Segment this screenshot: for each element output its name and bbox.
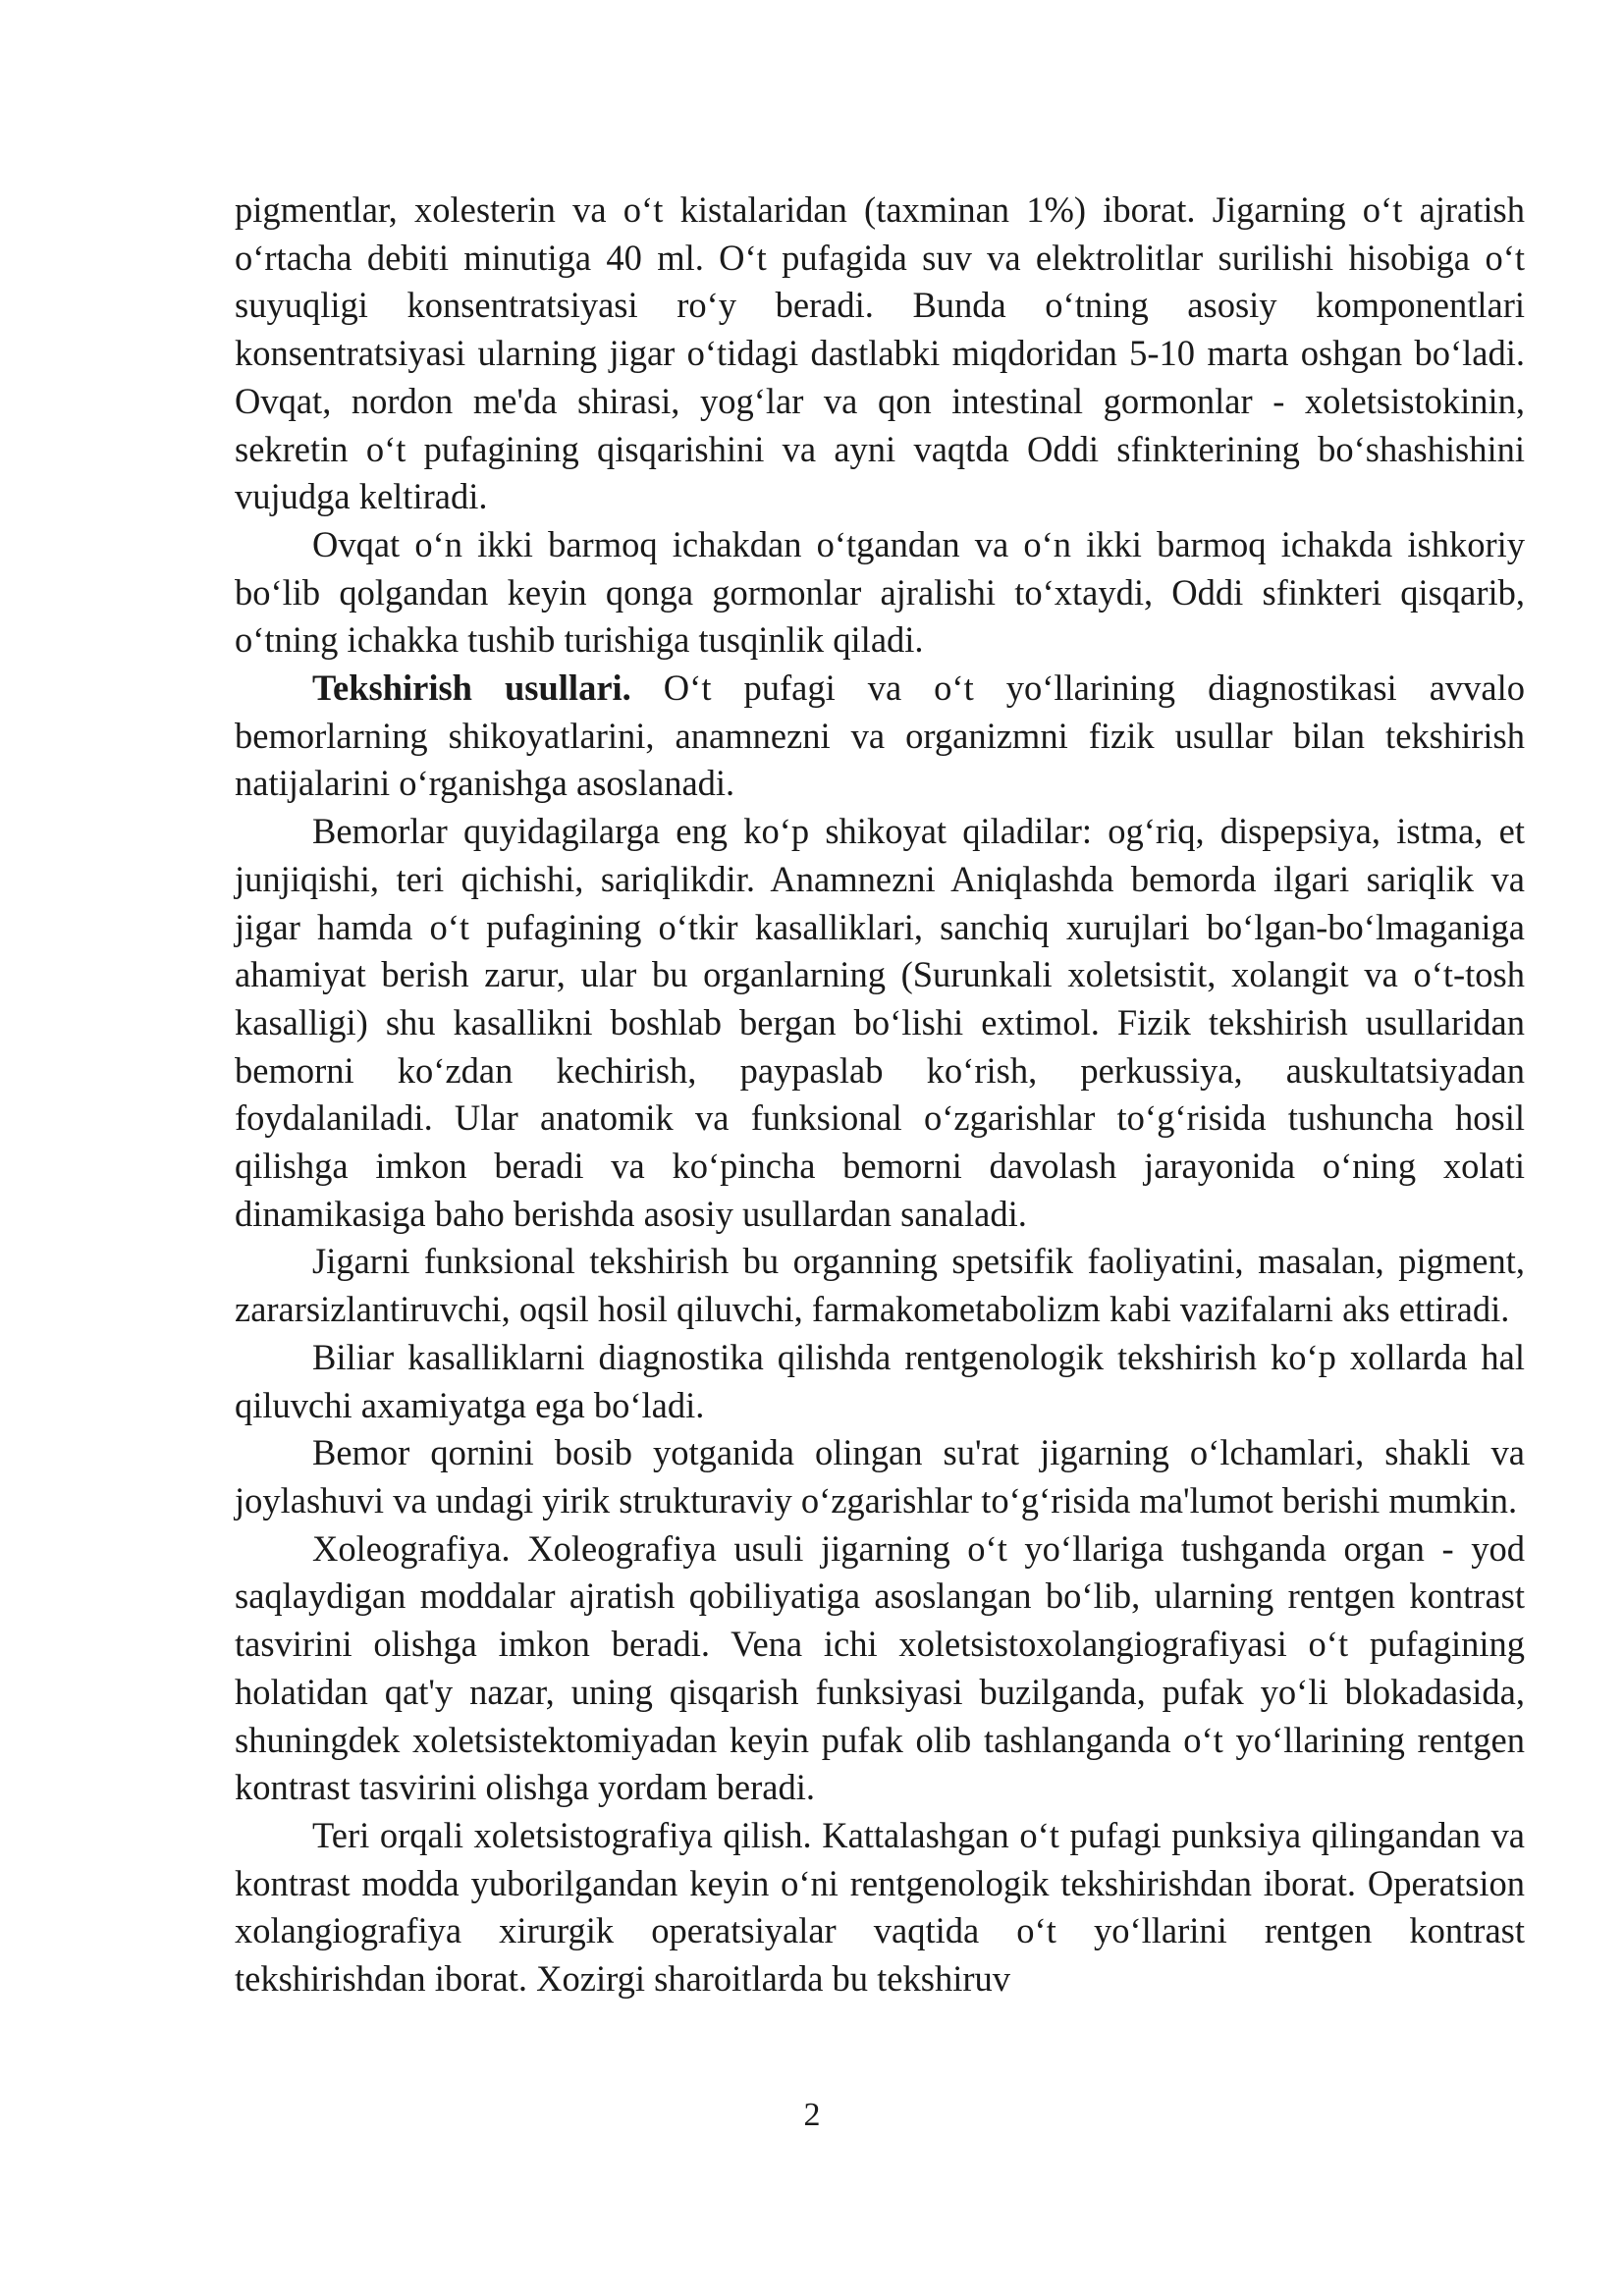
paragraph-patient-complaints [235,808,1525,1238]
paragraph-text: Bemorlar quyidagilarga eng ko‘p shikoyat qiladilar: og‘riq, dispepsiya, istma, et junjiqishi, teri qichishi, sariqlikdir. Anamnezni Aniqlashda bemorda ilgari sariqlik va jigar hamda o‘t pufagining o‘tkir kasalliklari, sanchiq xurujlari bo‘lgan-bo‘lmaganiga ahamiyat berish zarur, ular bu organlarning (Surunkali xoletsistit, xolangit va o‘t-tosh kasalligi) shu kasallikni boshlab bergan bo‘lishi extimol. Fizik tekshirish usullaridan bemorni ko‘zdan kechirish, paypaslab ko‘rish, perkussiya, auskultatsiyadan foydalaniladi. Ular anatomik va funksional o‘zgarishlar to‘g‘risida tushuncha hosil qilishga imkon beradi va ko‘pincha bemorni davolash jarayonida o‘ning xolati dinamikasiga baho berishda asosiy usullardan sanaladi. [235,811,1525,1234]
page-number: 2 [803,2097,821,2133]
paragraph-text: pigmentlar, xolesterin va o‘t kistalaridan (taxminan 1%) iborat. Jigarning o‘t ajratish o‘rtacha debiti minutiga 40 ml. O‘t pufagida suv va elektrolitlar surilishi hisobiga o‘t suyuqligi konsentratsiyasi ro‘y beradi. Bunda o‘tning asosiy komponentlari konsentratsiyasi ularning jigar o‘tidagi dastlabki miqdoridan 5-10 marta oshgan bo‘ladi. Ovqat, nordon me'da shirasi, yog‘lar va qon intestinal gormonlar - xoletsistokinin, sekretin o‘t pufagining qisqarishini va ayni vaqtda Oddi sfinkterining bo‘shashishini vujudga keltiradi. [235,189,1525,517]
paragraph-text: Bemor qornini bosib yotganida olingan su'rat jigarning o‘lchamlari, shakli va joylashuvi va undagi yirik strukturaviy o‘zgarishlar to‘g‘risida ma'lumot berishi mumkin. [235,1432,1525,1521]
paragraph-examination-methods [235,665,1525,808]
paragraph-text: Xoleografiya. Xoleografiya usuli jigarning o‘t yo‘llariga tushganda organ - yod saqlaydigan moddalar ajratish qobiliyatiga asoslangan bo‘lib, ularning rentgen kontrast tasvirini olishga imkon beradi. Vena ichi xoletsistoxolangiografiyasi o‘t pufagining holatidan qat'y nazar, uning qisqarish funksiyasi buzilganda, pufak yo‘li blokadasida, shuningdek xoletsistektomiyadan keyin pufak olib tashlanganda o‘t yo‘llarining rentgen kontrast tasvirini olishga yordam beradi. [235,1527,1525,1808]
paragraph-abdominal-image [235,1429,1525,1524]
paragraph-text: Jigarni funksional tekshirish bu organning spetsifik faoliyatini, masalan, pigment, zararsizlantiruvchi, oqsil hosil qiluvchi, farmakometabolizm kabi vazifalarni aks ettiradi. [235,1241,1525,1330]
section-heading: Tekshirish usullari. [312,667,631,709]
paragraph-text: O‘t pufagi va o‘t yo‘llarining diagnostikasi avvalo bemorlarning shikoyatlarini, anamnezni va organizmni fizik usullar bilan tekshirish natijalarini o‘rganishga asoslanadi. [235,667,1525,804]
paragraph-cholecystography [235,1812,1525,2003]
paragraph-liver-function [235,1238,1525,1333]
paragraph-hormone-release [235,521,1525,665]
paragraph-text: Biliar kasalliklarni diagnostika qilishda rentgenologik tekshirish ko‘p xollarda hal qiluvchi axamiyatga ega bo‘ladi. [235,1336,1525,1425]
paragraph-text: Teri orqali xoletsistografiya qilish. Kattalashgan o‘t pufagi punksiya qilingandan va kontrast modda yuborilgandan keyin o‘ni rentgenologik tekshirishdan iborat. Operatsion xolangiografiya xirurgik operatsiyalar vaqtida o‘t yo‘llarini rentgen kontrast tekshirishdan iborat. Xozirgi sharoitlarda bu tekshiruv [235,1814,1525,2000]
paragraph-text: Ovqat o‘n ikki barmoq ichakdan o‘tgandan va o‘n ikki barmoq ichakda ishkoriy bo‘lib qolgandan keyin qonga gormonlar ajralishi to‘xtaydi, Oddi sfinkteri qisqarib, o‘tning ichakka tushib turishiga tusqinlik qiladi. [235,523,1525,661]
paragraph-choleography [235,1525,1525,1812]
paragraph-bile-composition [235,187,1525,521]
page-body [235,187,1525,2003]
paragraph-radiology [235,1334,1525,1429]
